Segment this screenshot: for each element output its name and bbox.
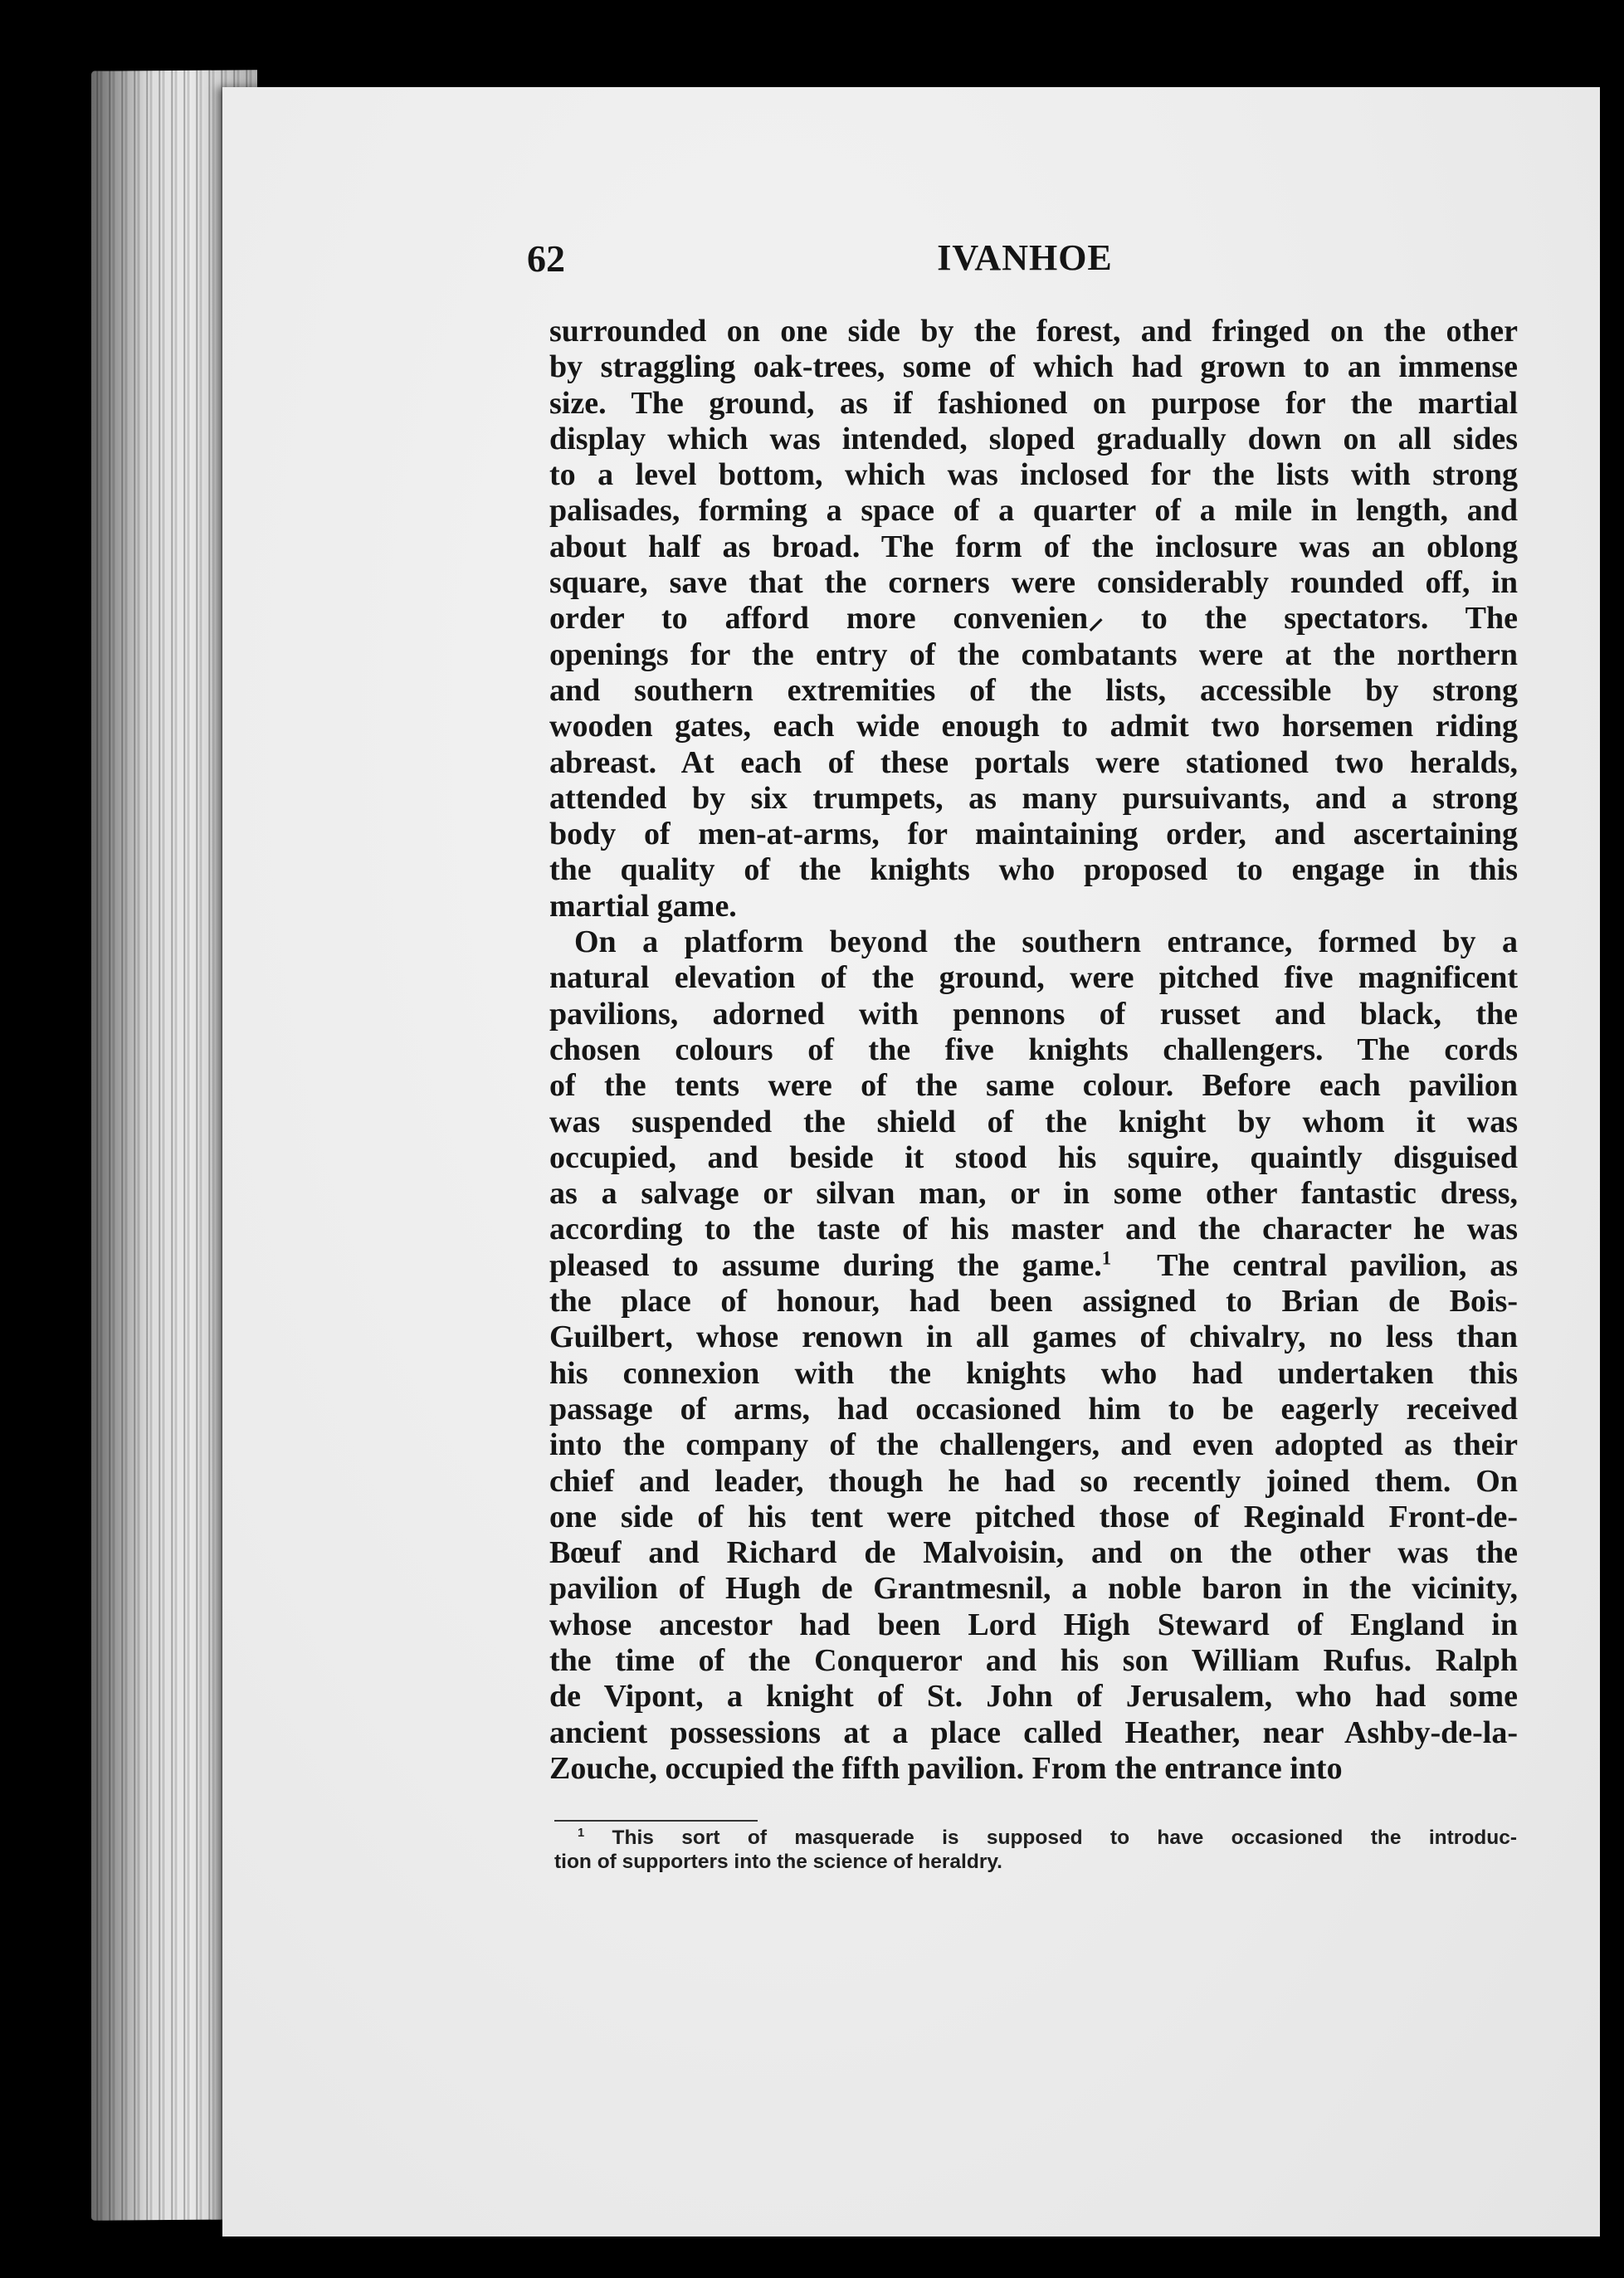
para1-line: surrounded on one side by the forest, and fringed on the other (549, 314, 1518, 349)
para2-line: whose ancestor had been Lord High Steward of England in (549, 1607, 1518, 1642)
para1-line: body of men-at-arms, for maintaining order, and ascertaining (549, 817, 1518, 852)
para1-line: size. The ground, as if fashioned on purpose for the martial (549, 385, 1518, 421)
para1-line: palisades, forming a space of a quarter of a mile in length, and (549, 493, 1518, 529)
para2-line (549, 1248, 1518, 1284)
para2-line: was suspended the shield of the knight by whom it was (549, 1104, 1518, 1139)
para2-line: of the tents were of the same colour. Before each pavilion (549, 1068, 1518, 1104)
para1-line: openings for the entry of the combatants were at the northern (549, 637, 1518, 672)
footnote-line (554, 1826, 1517, 1850)
para1-line: square, save that the corners were considerably rounded off, in (549, 565, 1518, 601)
para2-line: his connexion with the knights who had undertaken this (549, 1355, 1518, 1391)
paragraph-1 (549, 314, 1518, 924)
running-title: IVANHOE (937, 237, 1113, 278)
footnote-line: tion of supporters into the science of heraldry. (554, 1851, 1002, 1873)
footnote-marker: 1 (1101, 1247, 1112, 1269)
page-number: 62 (527, 237, 565, 280)
para2-line: passage of arms, had occasioned him to be eagerly received (549, 1391, 1518, 1427)
running-header (527, 237, 1523, 286)
para1-line: by straggling oak-trees, some of which had grown to an immense (549, 349, 1518, 385)
para2-line: Guilbert, whose renown in all games of chivalry, no less than (549, 1319, 1518, 1355)
para2-line: Zouche, occupied the fifth pavilion. From the entrance into (549, 1750, 1343, 1786)
line-text: pleased to assume during the game. (549, 1247, 1102, 1283)
para2-line: the time of the Conqueror and his son William Rufus. Ralph (549, 1642, 1518, 1678)
para2-line: occupied, and beside it stood his squire, quaintly disguised (549, 1139, 1518, 1175)
para2-line: chief and leader, though he had so recently joined them. On (549, 1463, 1518, 1499)
para1-line: order to afford more convenien⸝ to the spectators. The (549, 601, 1518, 637)
para1-line: wooden gates, each wide enough to admit two horsemen riding (549, 709, 1518, 744)
para2-line: the place of honour, had been assigned to Brian de Bois- (549, 1284, 1518, 1319)
para2-line: de Vipont, a knight of St. John of Jerusalem, who had some (549, 1679, 1518, 1715)
footnote-rule (554, 1820, 758, 1822)
para2-line: natural elevation of the ground, were pitched five magnificent (549, 960, 1518, 996)
para1-line: attended by six trumpets, as many pursuivants, and a strong (549, 780, 1518, 816)
para1-line: the quality of the knights who proposed to engage in this (549, 852, 1518, 888)
para2-line: one side of his tent were pitched those of Reginald Front-de- (549, 1499, 1518, 1534)
para2-line: as a salvage or silvan man, or in some other fantastic dress, (549, 1176, 1518, 1212)
para2-line: into the company of the challengers, and even adopted as their (549, 1427, 1518, 1463)
para1-line: to a level bottom, which was inclosed for the lists with strong (549, 457, 1518, 493)
para1-line: abreast. At each of these portals were stationed two heralds, (549, 744, 1518, 780)
body-text (549, 314, 1518, 1787)
para2-line: On a platform beyond the southern entrance, formed by a (574, 924, 1518, 960)
para1-line: display which was intended, sloped gradually down on all sides (549, 421, 1518, 456)
footnote-text: This sort of masquerade is supposed to have occasioned the introduc- (584, 1827, 1517, 1849)
line-text-continued: The central pavilion, as (1111, 1247, 1518, 1283)
para2-line: according to the taste of his master and the character he was (549, 1212, 1518, 1247)
para2-line: Bœuf and Richard de Malvoisin, and on the other was the (549, 1535, 1518, 1571)
para1-line: martial game. (549, 888, 737, 924)
para2-line: ancient possessions at a place called Heather, near Ashby-de-la- (549, 1715, 1518, 1750)
footnote (554, 1826, 1517, 1874)
para2-line: chosen colours of the five knights challengers. The cords (549, 1032, 1518, 1067)
footnote-number: 1 (578, 1826, 585, 1840)
paragraph-2 (549, 924, 1518, 1787)
para1-line: about half as broad. The form of the inclosure was an oblong (549, 529, 1518, 564)
para2-line: pavilions, adorned with pennons of russet and black, the (549, 996, 1518, 1032)
para1-line: and southern extremities of the lists, accessible by strong (549, 672, 1518, 708)
para2-line: pavilion of Hugh de Grantmesnil, a noble baron in the vicinity, (549, 1571, 1518, 1607)
